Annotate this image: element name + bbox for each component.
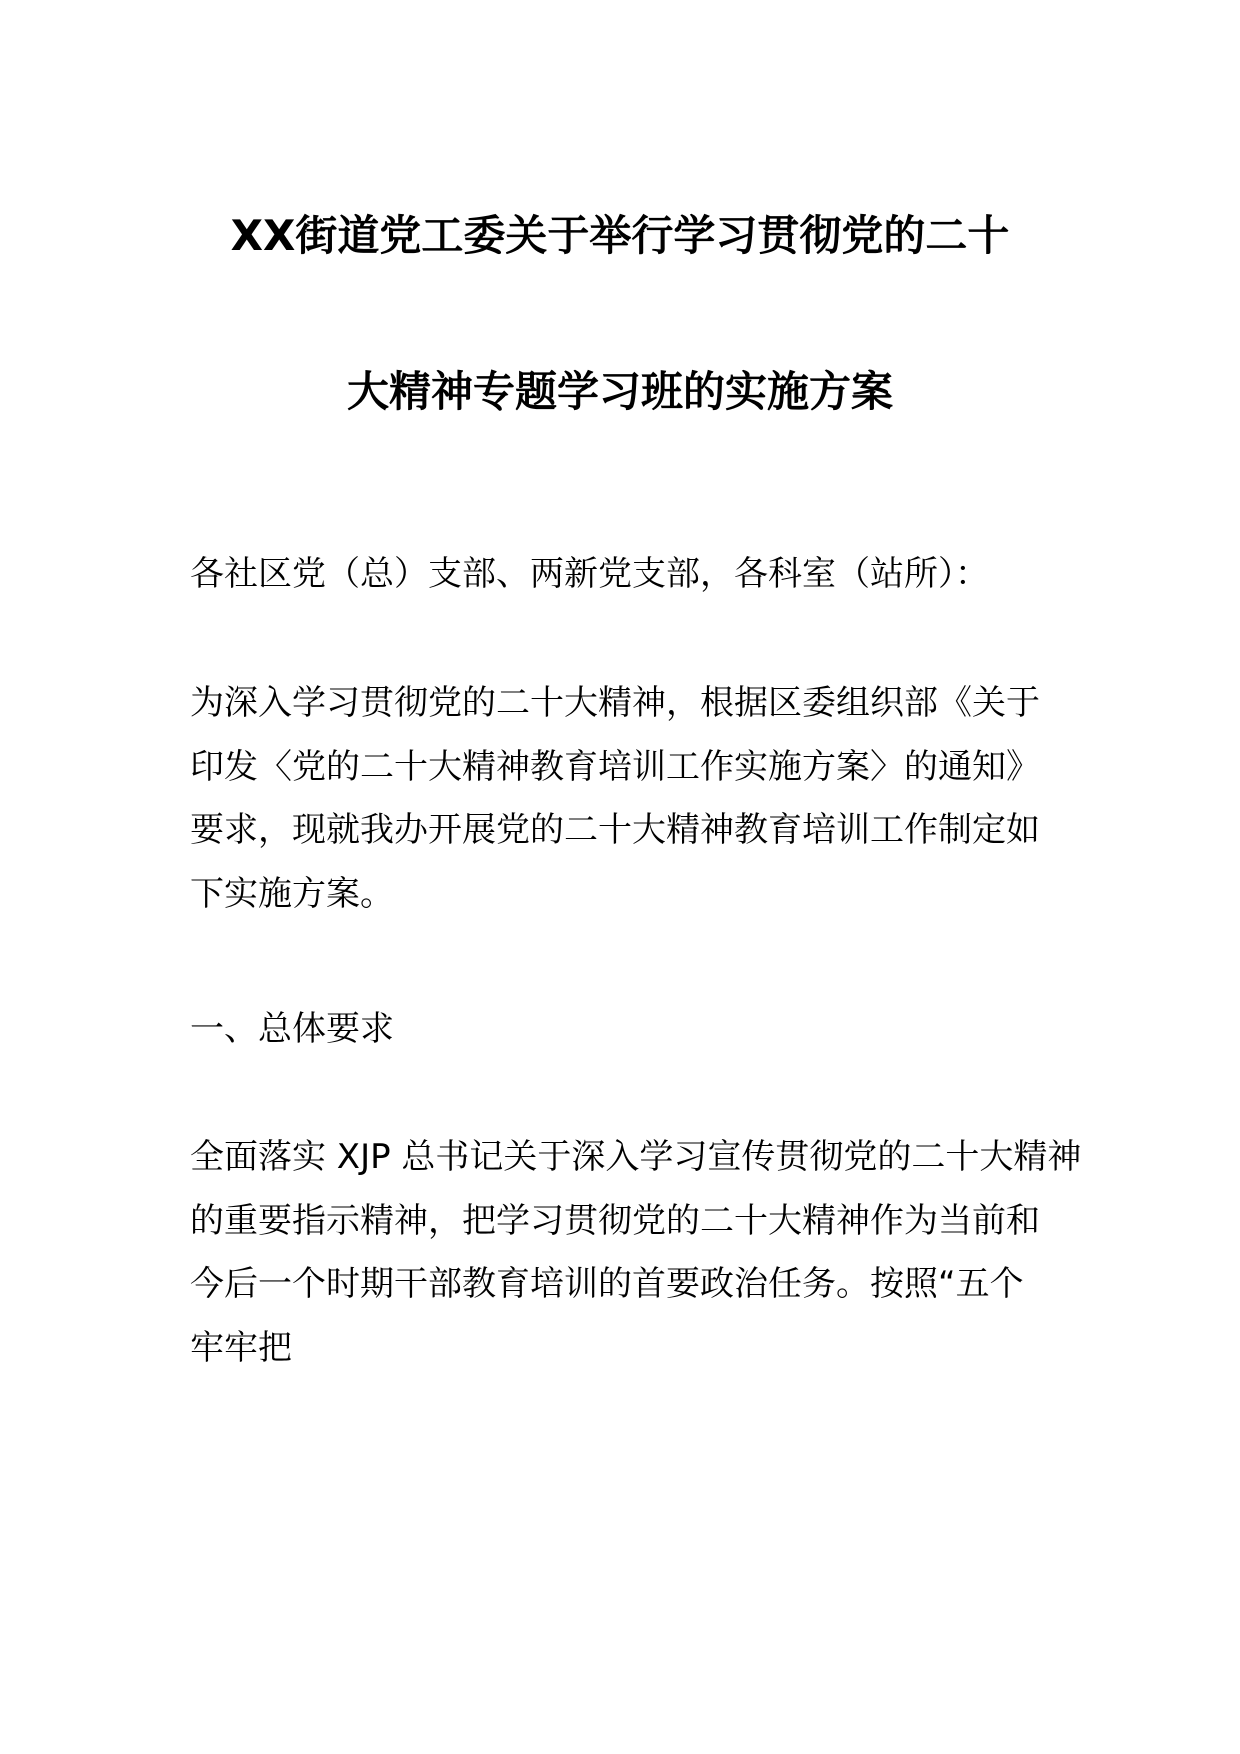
document-title-line-2: 大精神专题学习班的实施方案	[346, 367, 893, 416]
intro-line: 下实施方案。	[190, 873, 394, 914]
intro-paragraph	[190, 672, 1062, 926]
intro-line: 印发〈党的二十大精神教育培训工作实施方案〉的通知》	[190, 746, 1040, 787]
section-line: 全面落实 XJP 总书记关于深入学习宣传贯彻党的二十大精神	[190, 1137, 1082, 1177]
section-heading	[190, 998, 1062, 1062]
section-line: 牢牢把	[190, 1327, 292, 1368]
intro-line: 要求，现就我办开展党的二十大精神教育培训工作制定如	[190, 810, 1040, 850]
section-line: 的重要指示精神，把学习贯彻党的二十大精神作为当前和	[190, 1200, 1040, 1241]
document-title-line-1: XX街道党工委关于举行学习贯彻党的二十	[230, 211, 1010, 260]
salutation	[190, 543, 1062, 607]
section-paragraph	[190, 1126, 1082, 1380]
section-line: 今后一个时期干部教育培训的首要政治任务。按照“五个	[190, 1264, 1024, 1304]
intro-line: 为深入学习贯彻党的二十大精神，根据区委组织部《关于	[190, 683, 1040, 723]
salutation-text: 各社区党（总）支部、两新党支部，各科室（站所）：	[190, 554, 989, 594]
section-heading-text: 一、总体要求	[190, 1009, 394, 1049]
